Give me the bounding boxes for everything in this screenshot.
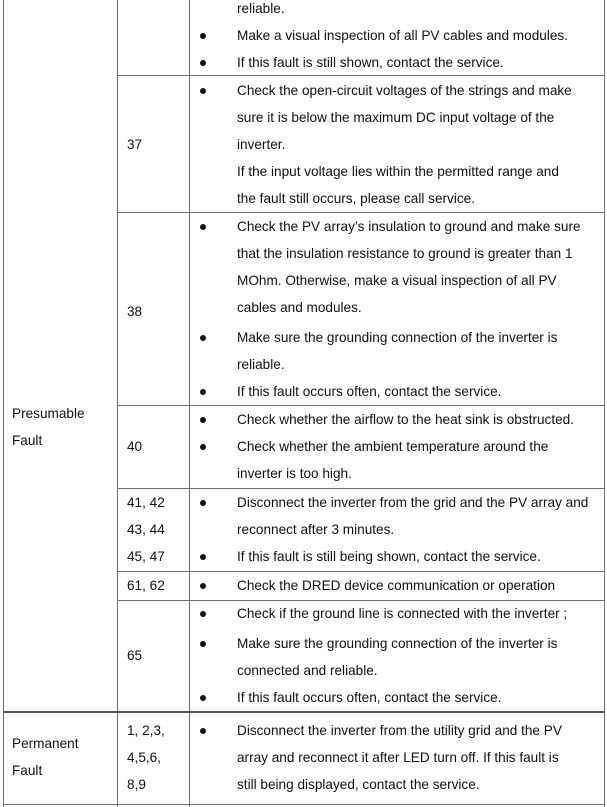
fault-description: the fault still occurs, please call service. xyxy=(237,191,475,206)
fault-description: Check the open-circuit voltages of the strings and make xyxy=(237,83,572,98)
fault-code: 65 xyxy=(127,648,143,663)
fault-description: inverter is too high. xyxy=(237,466,352,481)
bullet-icon xyxy=(200,335,206,341)
row-divider xyxy=(117,405,605,406)
fault-description: Check the DRED device communication or operation xyxy=(237,578,556,593)
fault-description: Disconnect the inverter from the utility grid and the PV xyxy=(237,723,562,738)
fault-description: Check whether the airflow to the heat sink is obstructed. xyxy=(237,412,574,427)
fault-code: 37 xyxy=(127,137,143,152)
category-divider xyxy=(3,711,605,713)
fault-description: If the input voltage lies within the permitted range and xyxy=(237,164,559,179)
bullet-icon xyxy=(200,417,206,423)
bullet-icon xyxy=(200,500,206,506)
table-border-right xyxy=(604,0,605,807)
fault-code: 4,5,6, xyxy=(127,750,162,765)
fault-description: reliable. xyxy=(237,357,285,372)
bullet-icon xyxy=(200,60,206,66)
fault-description: connected and reliable. xyxy=(237,663,378,678)
table-border-left xyxy=(3,0,4,807)
fault-description: Check whether the ambient temperature around the xyxy=(237,439,549,454)
fault-code: 45, 47 xyxy=(127,549,165,564)
fault-code: 38 xyxy=(127,304,143,319)
fault-code: 43, 44 xyxy=(127,522,165,537)
category-label-permanent: Fault xyxy=(12,763,43,778)
row-divider xyxy=(117,600,605,601)
row-divider xyxy=(117,212,605,213)
bullet-icon xyxy=(200,88,206,94)
fault-description: sure it is below the maximum DC input voltage of the xyxy=(237,110,555,125)
fault-code: 61, 62 xyxy=(127,578,165,593)
category-label-permanent: Permanent xyxy=(12,736,79,751)
fault-description: Make a visual inspection of all PV cables and modules. xyxy=(237,28,568,43)
fault-code: 40 xyxy=(127,439,143,454)
fault-description: If this fault occurs often, contact the service. xyxy=(237,384,502,399)
fault-description: Make sure the grounding connection of the inverter is xyxy=(237,330,558,345)
table-divider-code xyxy=(117,0,118,807)
table-divider-bullet xyxy=(189,0,190,807)
fault-code: 1, 2,3, xyxy=(127,723,165,738)
bullet-icon xyxy=(200,583,206,589)
category-label-presumable: Presumable xyxy=(12,406,85,421)
table-border-bottom xyxy=(3,804,605,805)
fault-description: inverter. xyxy=(237,137,286,152)
bullet-icon xyxy=(200,444,206,450)
fault-description: still being displayed, contact the service. xyxy=(237,777,480,792)
bullet-icon xyxy=(200,611,206,617)
bullet-icon xyxy=(200,224,206,230)
fault-description: that the insulation resistance to ground is greater than 1 xyxy=(237,246,573,261)
bullet-icon xyxy=(200,33,206,39)
fault-code: 8,9 xyxy=(127,777,146,792)
fault-description: Check if the ground line is connected with the inverter ; xyxy=(237,606,568,621)
fault-description: reliable. xyxy=(237,1,285,16)
fault-description: If this fault is still being shown, contact the service. xyxy=(237,549,541,564)
fault-description: Check the PV array’s insulation to ground and make sure xyxy=(237,219,581,234)
row-divider xyxy=(117,488,605,489)
fault-description: If this fault is still shown, contact the service. xyxy=(237,55,504,70)
fault-description: Make sure the grounding connection of the inverter is xyxy=(237,636,558,651)
row-divider xyxy=(117,571,605,572)
row-divider xyxy=(117,75,605,76)
fault-description: cables and modules. xyxy=(237,300,362,315)
bullet-icon xyxy=(200,728,206,734)
fault-description: Disconnect the inverter from the grid and the PV array and xyxy=(237,495,589,510)
bullet-icon xyxy=(200,389,206,395)
fault-description: If this fault occurs often, contact the service. xyxy=(237,690,502,705)
fault-description: array and reconnect it after LED turn off. If this fault is xyxy=(237,750,559,765)
bullet-icon xyxy=(200,641,206,647)
category-label-presumable: Fault xyxy=(12,433,43,448)
bullet-icon xyxy=(200,695,206,701)
bullet-icon xyxy=(200,554,206,560)
fault-description: MOhm. Otherwise, make a visual inspection of all PV xyxy=(237,273,557,288)
fault-code: 41, 42 xyxy=(127,495,165,510)
fault-description: reconnect after 3 minutes. xyxy=(237,522,395,537)
